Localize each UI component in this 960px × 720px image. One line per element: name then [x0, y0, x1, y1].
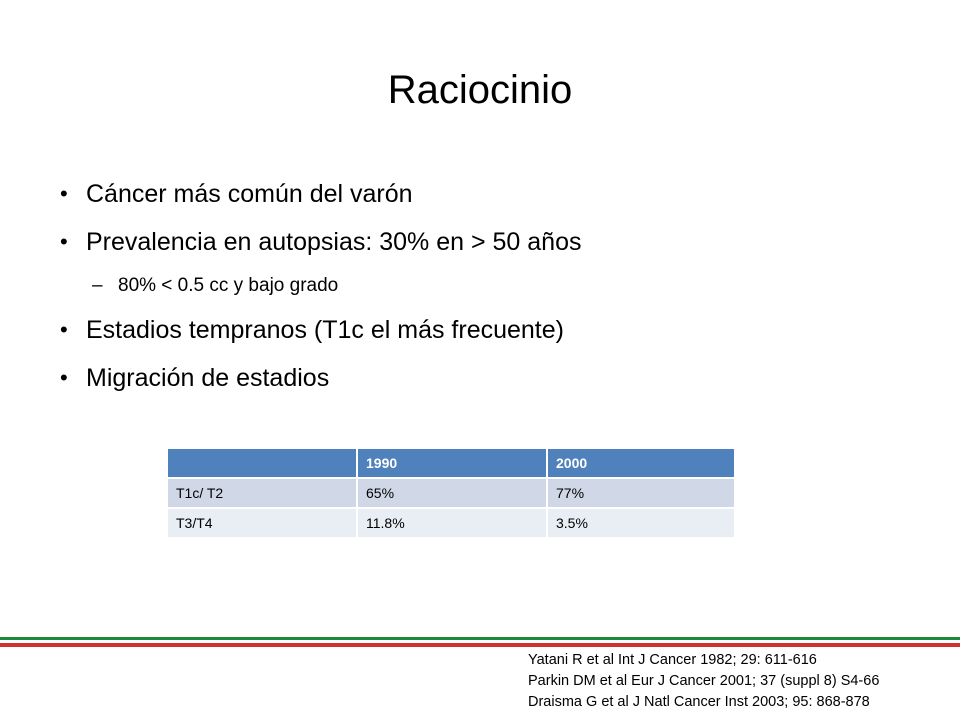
- slide-title: Raciocinio: [387, 68, 573, 112]
- bullet-text: Prevalencia en autopsias: 30% en > 50 años: [86, 228, 582, 256]
- table-cell: 3.5%: [547, 508, 735, 538]
- reference-line: Yatani R et al Int J Cancer 1982; 29: 611-616: [528, 652, 817, 668]
- bullet-list: [60, 170, 920, 402]
- table-cell: T1c/ T2: [167, 478, 357, 508]
- bullet-item: [60, 354, 920, 402]
- table-cell: 77%: [547, 478, 735, 508]
- table-header-cell: 2000: [547, 448, 735, 478]
- bullet-icon: •: [60, 181, 68, 206]
- bullet-text: Migración de estadios: [86, 364, 330, 392]
- table-header-cell: [167, 448, 357, 478]
- bullet-icon: •: [60, 229, 68, 254]
- dash-icon: –: [92, 275, 103, 296]
- stage-migration-table: [166, 447, 736, 539]
- table-header-row: [167, 448, 735, 478]
- bullet-icon: •: [60, 317, 68, 342]
- reference-line: Draisma G et al J Natl Cancer Inst 2003; 95: 868-878: [528, 694, 870, 710]
- table-cell: 11.8%: [357, 508, 547, 538]
- bullet-icon: •: [60, 365, 68, 390]
- bullet-item: [60, 306, 920, 354]
- bullet-text: Cáncer más común del varón: [86, 180, 413, 208]
- red-rule: [0, 643, 960, 647]
- table-cell: T3/T4: [167, 508, 357, 538]
- references: [528, 650, 958, 713]
- table-header-cell: 1990: [357, 448, 547, 478]
- table-row: [167, 478, 735, 508]
- bullet-text: Estadios tempranos (T1c el más frecuente): [86, 316, 564, 344]
- table-cell: 65%: [357, 478, 547, 508]
- sub-bullet-item: [60, 266, 920, 306]
- table-row: [167, 508, 735, 538]
- reference-line: Parkin DM et al Eur J Cancer 2001; 37 (suppl 8) S4-66: [528, 673, 880, 689]
- bullet-item: [60, 218, 920, 266]
- sub-bullet-text: 80% < 0.5 cc y bajo grado: [118, 275, 339, 296]
- bullet-item: [60, 170, 920, 218]
